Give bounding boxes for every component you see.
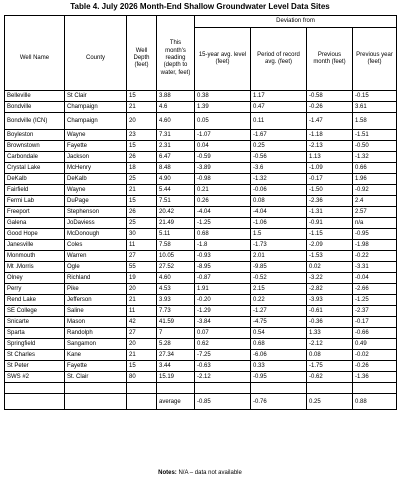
reading-cell: 4.53: [157, 284, 195, 295]
previous-year-cell: -2.66: [353, 284, 397, 295]
well-depth-cell: 15: [127, 361, 157, 372]
period-avg-cell: 1.17: [251, 91, 307, 102]
period-avg-cell: 0.11: [251, 113, 307, 130]
previous-month-cell: -1.47: [307, 113, 353, 130]
previous-year-cell: -1.98: [353, 240, 397, 251]
reading-cell: 4.90: [157, 174, 195, 185]
reading-cell: 27.34: [157, 350, 195, 361]
avg15-cell: -3.89: [195, 163, 251, 174]
previous-year-cell: -0.17: [353, 317, 397, 328]
previous-year-header: Previous year (feet): [353, 28, 397, 91]
avg15-cell: -3.84: [195, 317, 251, 328]
previous-year-cell: -0.22: [353, 251, 397, 262]
reading-cell: 7.31: [157, 130, 195, 141]
table-row: [5, 339, 397, 350]
well-depth-cell: 23: [127, 130, 157, 141]
period-avg-cell: -0.56: [251, 152, 307, 163]
previous-year-cell: 3.61: [353, 102, 397, 113]
county-cell: DuPage: [65, 196, 127, 207]
previous-year-cell: -0.95: [353, 229, 397, 240]
avg15-cell: -8.95: [195, 262, 251, 273]
well-name-cell: Freeport: [5, 207, 65, 218]
previous-year-cell: -1.32: [353, 152, 397, 163]
avg15-cell: 0.07: [195, 328, 251, 339]
period-avg-cell: -1.06: [251, 218, 307, 229]
well-depth-cell: 20: [127, 113, 157, 130]
avg15-cell: 0.21: [195, 185, 251, 196]
reading-cell: 7.58: [157, 240, 195, 251]
avg15-cell: 0.05: [195, 113, 251, 130]
previous-month-cell: -2.82: [307, 284, 353, 295]
well-depth-cell: 20: [127, 284, 157, 295]
empty-header-cell: [157, 16, 195, 28]
well-depth-cell: 80: [127, 372, 157, 383]
previous-year-cell: 2.4: [353, 196, 397, 207]
well-depth-cell: 25: [127, 218, 157, 229]
well-depth-cell: 26: [127, 152, 157, 163]
table-row: [5, 163, 397, 174]
table-row: [5, 207, 397, 218]
county-cell: Mason: [65, 317, 127, 328]
table-row: [5, 91, 397, 102]
well-name-cell: St Peter: [5, 361, 65, 372]
avg15-cell: -0.87: [195, 273, 251, 284]
well-name-cell: Perry: [5, 284, 65, 295]
reading-cell: 8.48: [157, 163, 195, 174]
county-cell: Champaign: [65, 102, 127, 113]
avg15-cell: 0.04: [195, 141, 251, 152]
well-name-cell: Mt .Morris: [5, 262, 65, 273]
county-cell: Coles: [65, 240, 127, 251]
reading-cell: 7.73: [157, 306, 195, 317]
empty-row: [5, 383, 397, 394]
reading-cell: 20.42: [157, 207, 195, 218]
previous-year-cell: -1.25: [353, 295, 397, 306]
empty-cell: [5, 394, 65, 410]
previous-year-cell: 0.66: [353, 163, 397, 174]
previous-month-cell: -3.93: [307, 295, 353, 306]
well-depth-cell: 21: [127, 185, 157, 196]
empty-cell: [5, 383, 65, 394]
previous-month-cell: 1.13: [307, 152, 353, 163]
table-row: [5, 328, 397, 339]
average-previous-year: 0.88: [353, 394, 397, 410]
well-name-cell: Boyleston: [5, 130, 65, 141]
avg15-cell: -1.25: [195, 218, 251, 229]
well-depth-cell: 19: [127, 273, 157, 284]
county-cell: Wayne: [65, 130, 127, 141]
county-cell: Warren: [65, 251, 127, 262]
empty-cell: [127, 383, 157, 394]
well-name-cell: Crystal Lake: [5, 163, 65, 174]
reading-cell: 3.44: [157, 361, 195, 372]
avg15-cell: -1.29: [195, 306, 251, 317]
table-row: [5, 240, 397, 251]
table-row: [5, 113, 397, 130]
period-avg-cell: 0.08: [251, 196, 307, 207]
previous-year-cell: -2.37: [353, 306, 397, 317]
table-row: [5, 102, 397, 113]
reading-cell: 3.93: [157, 295, 195, 306]
period-avg-cell: -6.06: [251, 350, 307, 361]
table-body: [5, 91, 397, 383]
period-avg-cell: -9.85: [251, 262, 307, 273]
well-depth-cell: 21: [127, 350, 157, 361]
table-title: Table 4. July 2026 Month-End Shallow Groundwater Level Data Sites: [70, 2, 330, 11]
period-avg-cell: -1.67: [251, 130, 307, 141]
reading-cell: 15.19: [157, 372, 195, 383]
empty-cell: [307, 383, 353, 394]
well-name-cell: Belleville: [5, 91, 65, 102]
well-depth-cell: 18: [127, 163, 157, 174]
county-cell: DeKalb: [65, 174, 127, 185]
well-depth-cell: 20: [127, 339, 157, 350]
table-row: [5, 295, 397, 306]
avg15-cell: -1.8: [195, 240, 251, 251]
avg15-cell: -7.25: [195, 350, 251, 361]
previous-month-cell: -3.22: [307, 273, 353, 284]
table-row: [5, 350, 397, 361]
reading-cell: 4.60: [157, 273, 195, 284]
table-row: [5, 229, 397, 240]
previous-month-cell: 1.33: [307, 328, 353, 339]
period-avg-cell: 2.15: [251, 284, 307, 295]
table-row: [5, 152, 397, 163]
deviation-from-header: Deviation from: [195, 16, 397, 28]
empty-cell: [65, 383, 127, 394]
well-depth-cell: 15: [127, 141, 157, 152]
period-avg-header: Period of record avg. (feet): [251, 28, 307, 91]
well-name-cell: SWS #2: [5, 372, 65, 383]
previous-month-cell: 0.02: [307, 262, 353, 273]
well-depth-cell: 55: [127, 262, 157, 273]
period-avg-cell: -1.32: [251, 174, 307, 185]
avg15-cell: 0.26: [195, 196, 251, 207]
period-avg-cell: -0.52: [251, 273, 307, 284]
previous-month-cell: -2.09: [307, 240, 353, 251]
previous-month-cell: -1.75: [307, 361, 353, 372]
previous-month-cell: -0.26: [307, 102, 353, 113]
previous-year-cell: -0.02: [353, 350, 397, 361]
county-cell: McHenry: [65, 163, 127, 174]
avg15-header: 15-year avg. level (feet): [195, 28, 251, 91]
notes: [0, 470, 400, 476]
empty-cell: [251, 383, 307, 394]
well-depth-cell: 15: [127, 196, 157, 207]
table-row: [5, 174, 397, 185]
table-row: [5, 361, 397, 372]
period-avg-cell: 0.33: [251, 361, 307, 372]
previous-month-cell: -1.31: [307, 207, 353, 218]
average-row: [5, 394, 397, 410]
header-row: [5, 28, 397, 91]
period-avg-cell: -0.06: [251, 185, 307, 196]
county-cell: St. Clair: [65, 372, 127, 383]
well-name-cell: Bondville (ICN): [5, 113, 65, 130]
period-avg-cell: 0.25: [251, 141, 307, 152]
empty-cell: [65, 394, 127, 410]
previous-year-cell: -0.15: [353, 91, 397, 102]
well-name-cell: St Charles: [5, 350, 65, 361]
avg15-cell: -0.59: [195, 152, 251, 163]
period-avg-cell: -1.27: [251, 306, 307, 317]
reading-cell: 4.60: [157, 113, 195, 130]
previous-month-header: Previous month (feet): [307, 28, 353, 91]
avg15-cell: -0.63: [195, 361, 251, 372]
reading-cell: 7.51: [157, 196, 195, 207]
county-header: County: [65, 28, 127, 91]
avg15-cell: -0.93: [195, 251, 251, 262]
well-depth-cell: 15: [127, 91, 157, 102]
well-name-cell: Galena: [5, 218, 65, 229]
table-row: [5, 185, 397, 196]
previous-year-cell: n/a: [353, 218, 397, 229]
well-name-cell: SE College: [5, 306, 65, 317]
table-row: [5, 251, 397, 262]
well-name-cell: Sparta: [5, 328, 65, 339]
table-row: [5, 284, 397, 295]
county-cell: Fayette: [65, 361, 127, 372]
previous-year-cell: 1.96: [353, 174, 397, 185]
previous-month-cell: -0.62: [307, 372, 353, 383]
county-cell: Stephenson: [65, 207, 127, 218]
avg15-cell: 0.38: [195, 91, 251, 102]
well-name-cell: Janesville: [5, 240, 65, 251]
well-depth-cell: 27: [127, 328, 157, 339]
previous-month-cell: -0.61: [307, 306, 353, 317]
well-name-cell: Brownstown: [5, 141, 65, 152]
county-cell: Jackson: [65, 152, 127, 163]
empty-cell: [157, 383, 195, 394]
avg15-cell: 1.91: [195, 284, 251, 295]
table-row: [5, 141, 397, 152]
period-avg-cell: -1.73: [251, 240, 307, 251]
well-name-cell: DeKalb: [5, 174, 65, 185]
well-name-cell: Bondville: [5, 102, 65, 113]
well-name-cell: Olney: [5, 273, 65, 284]
previous-month-cell: -0.17: [307, 174, 353, 185]
avg15-cell: -1.07: [195, 130, 251, 141]
county-cell: Champaign: [65, 113, 127, 130]
groundwater-table: [4, 15, 397, 410]
table-row: [5, 317, 397, 328]
previous-month-cell: -2.36: [307, 196, 353, 207]
previous-year-cell: -0.92: [353, 185, 397, 196]
empty-cell: [353, 383, 397, 394]
previous-month-cell: -1.15: [307, 229, 353, 240]
reading-cell: 6.47: [157, 152, 195, 163]
avg15-cell: -0.98: [195, 174, 251, 185]
average-previous-month: 0.25: [307, 394, 353, 410]
previous-month-cell: -1.50: [307, 185, 353, 196]
reading-cell: 10.05: [157, 251, 195, 262]
previous-year-cell: -0.66: [353, 328, 397, 339]
well-depth-cell: 27: [127, 251, 157, 262]
well-depth-cell: 26: [127, 207, 157, 218]
reading-cell: 5.44: [157, 185, 195, 196]
county-cell: Jefferson: [65, 295, 127, 306]
avg15-cell: -0.20: [195, 295, 251, 306]
previous-year-cell: -0.26: [353, 361, 397, 372]
well-name-cell: Snicarte: [5, 317, 65, 328]
well-name-cell: Fairfield: [5, 185, 65, 196]
previous-year-cell: -1.36: [353, 372, 397, 383]
previous-month-cell: -1.18: [307, 130, 353, 141]
county-cell: Ogle: [65, 262, 127, 273]
county-cell: McDonough: [65, 229, 127, 240]
table-row: [5, 130, 397, 141]
period-avg-cell: -4.75: [251, 317, 307, 328]
period-avg-cell: 0.68: [251, 339, 307, 350]
reading-cell: 7: [157, 328, 195, 339]
avg15-cell: 1.39: [195, 102, 251, 113]
previous-year-cell: -1.51: [353, 130, 397, 141]
well-name-cell: Springfield: [5, 339, 65, 350]
period-avg-cell: 0.22: [251, 295, 307, 306]
reading-cell: 2.31: [157, 141, 195, 152]
reading-cell: 41.59: [157, 317, 195, 328]
county-cell: JoDaviess: [65, 218, 127, 229]
reading-cell: 5.11: [157, 229, 195, 240]
previous-year-cell: 2.57: [353, 207, 397, 218]
empty-header-cell: [65, 16, 127, 28]
reading-cell: 5.28: [157, 339, 195, 350]
period-avg-cell: -4.04: [251, 207, 307, 218]
reading-cell: 21.49: [157, 218, 195, 229]
well-depth-cell: 21: [127, 102, 157, 113]
empty-cell: [127, 394, 157, 410]
period-avg-cell: -0.95: [251, 372, 307, 383]
county-cell: Kane: [65, 350, 127, 361]
previous-month-cell: 0.08: [307, 350, 353, 361]
notes-label: Notes:: [158, 470, 177, 476]
well-depth-cell: 25: [127, 174, 157, 185]
table-row: [5, 196, 397, 207]
table-row: [5, 273, 397, 284]
county-cell: St Clair: [65, 91, 127, 102]
previous-year-cell: -3.31: [353, 262, 397, 273]
reading-cell: 4.6: [157, 102, 195, 113]
county-cell: Pike: [65, 284, 127, 295]
previous-month-cell: -2.13: [307, 141, 353, 152]
table-row: [5, 306, 397, 317]
county-cell: Saline: [65, 306, 127, 317]
previous-month-cell: -1.53: [307, 251, 353, 262]
well-depth-cell: 11: [127, 240, 157, 251]
previous-month-cell: -1.09: [307, 163, 353, 174]
period-avg-cell: 1.5: [251, 229, 307, 240]
well-depth-cell: 11: [127, 306, 157, 317]
well-name-cell: Carbondale: [5, 152, 65, 163]
well-depth-cell: 30: [127, 229, 157, 240]
empty-cell: [195, 383, 251, 394]
well-depth-header: Well Depth (feet): [127, 28, 157, 91]
county-cell: Richland: [65, 273, 127, 284]
average-period: -0.76: [251, 394, 307, 410]
county-cell: Wayne: [65, 185, 127, 196]
empty-header-cell: [5, 16, 65, 28]
county-cell: Fayette: [65, 141, 127, 152]
header-row-top: [5, 16, 397, 28]
well-name-cell: Fermi Lab: [5, 196, 65, 207]
reading-header: This month's reading (depth to water, feet): [157, 28, 195, 91]
table-row: [5, 262, 397, 273]
period-avg-cell: 0.54: [251, 328, 307, 339]
period-avg-cell: 0.47: [251, 102, 307, 113]
previous-year-cell: 1.58: [353, 113, 397, 130]
well-depth-cell: 42: [127, 317, 157, 328]
previous-year-cell: -0.50: [353, 141, 397, 152]
well-name-cell: Good Hope: [5, 229, 65, 240]
reading-cell: 27.52: [157, 262, 195, 273]
well-name-cell: Rend Lake: [5, 295, 65, 306]
well-depth-cell: 21: [127, 295, 157, 306]
previous-year-cell: 0.49: [353, 339, 397, 350]
table-row: [5, 372, 397, 383]
avg15-cell: 0.68: [195, 229, 251, 240]
period-avg-cell: 2.01: [251, 251, 307, 262]
previous-month-cell: -0.36: [307, 317, 353, 328]
well-name-cell: Monmouth: [5, 251, 65, 262]
average-label: average: [157, 394, 195, 410]
notes-text: N/A – data not available: [178, 470, 242, 476]
previous-month-cell: -2.12: [307, 339, 353, 350]
avg15-cell: -2.12: [195, 372, 251, 383]
empty-header-cell: [127, 16, 157, 28]
well-name-header: Well Name: [5, 28, 65, 91]
county-cell: Sangamon: [65, 339, 127, 350]
reading-cell: 3.88: [157, 91, 195, 102]
avg15-cell: 0.62: [195, 339, 251, 350]
previous-year-cell: -0.04: [353, 273, 397, 284]
county-cell: Randolph: [65, 328, 127, 339]
previous-month-cell: -0.58: [307, 91, 353, 102]
avg15-cell: -4.04: [195, 207, 251, 218]
period-avg-cell: -3.6: [251, 163, 307, 174]
table-row: [5, 218, 397, 229]
previous-month-cell: -0.91: [307, 218, 353, 229]
average-avg15: -0.85: [195, 394, 251, 410]
